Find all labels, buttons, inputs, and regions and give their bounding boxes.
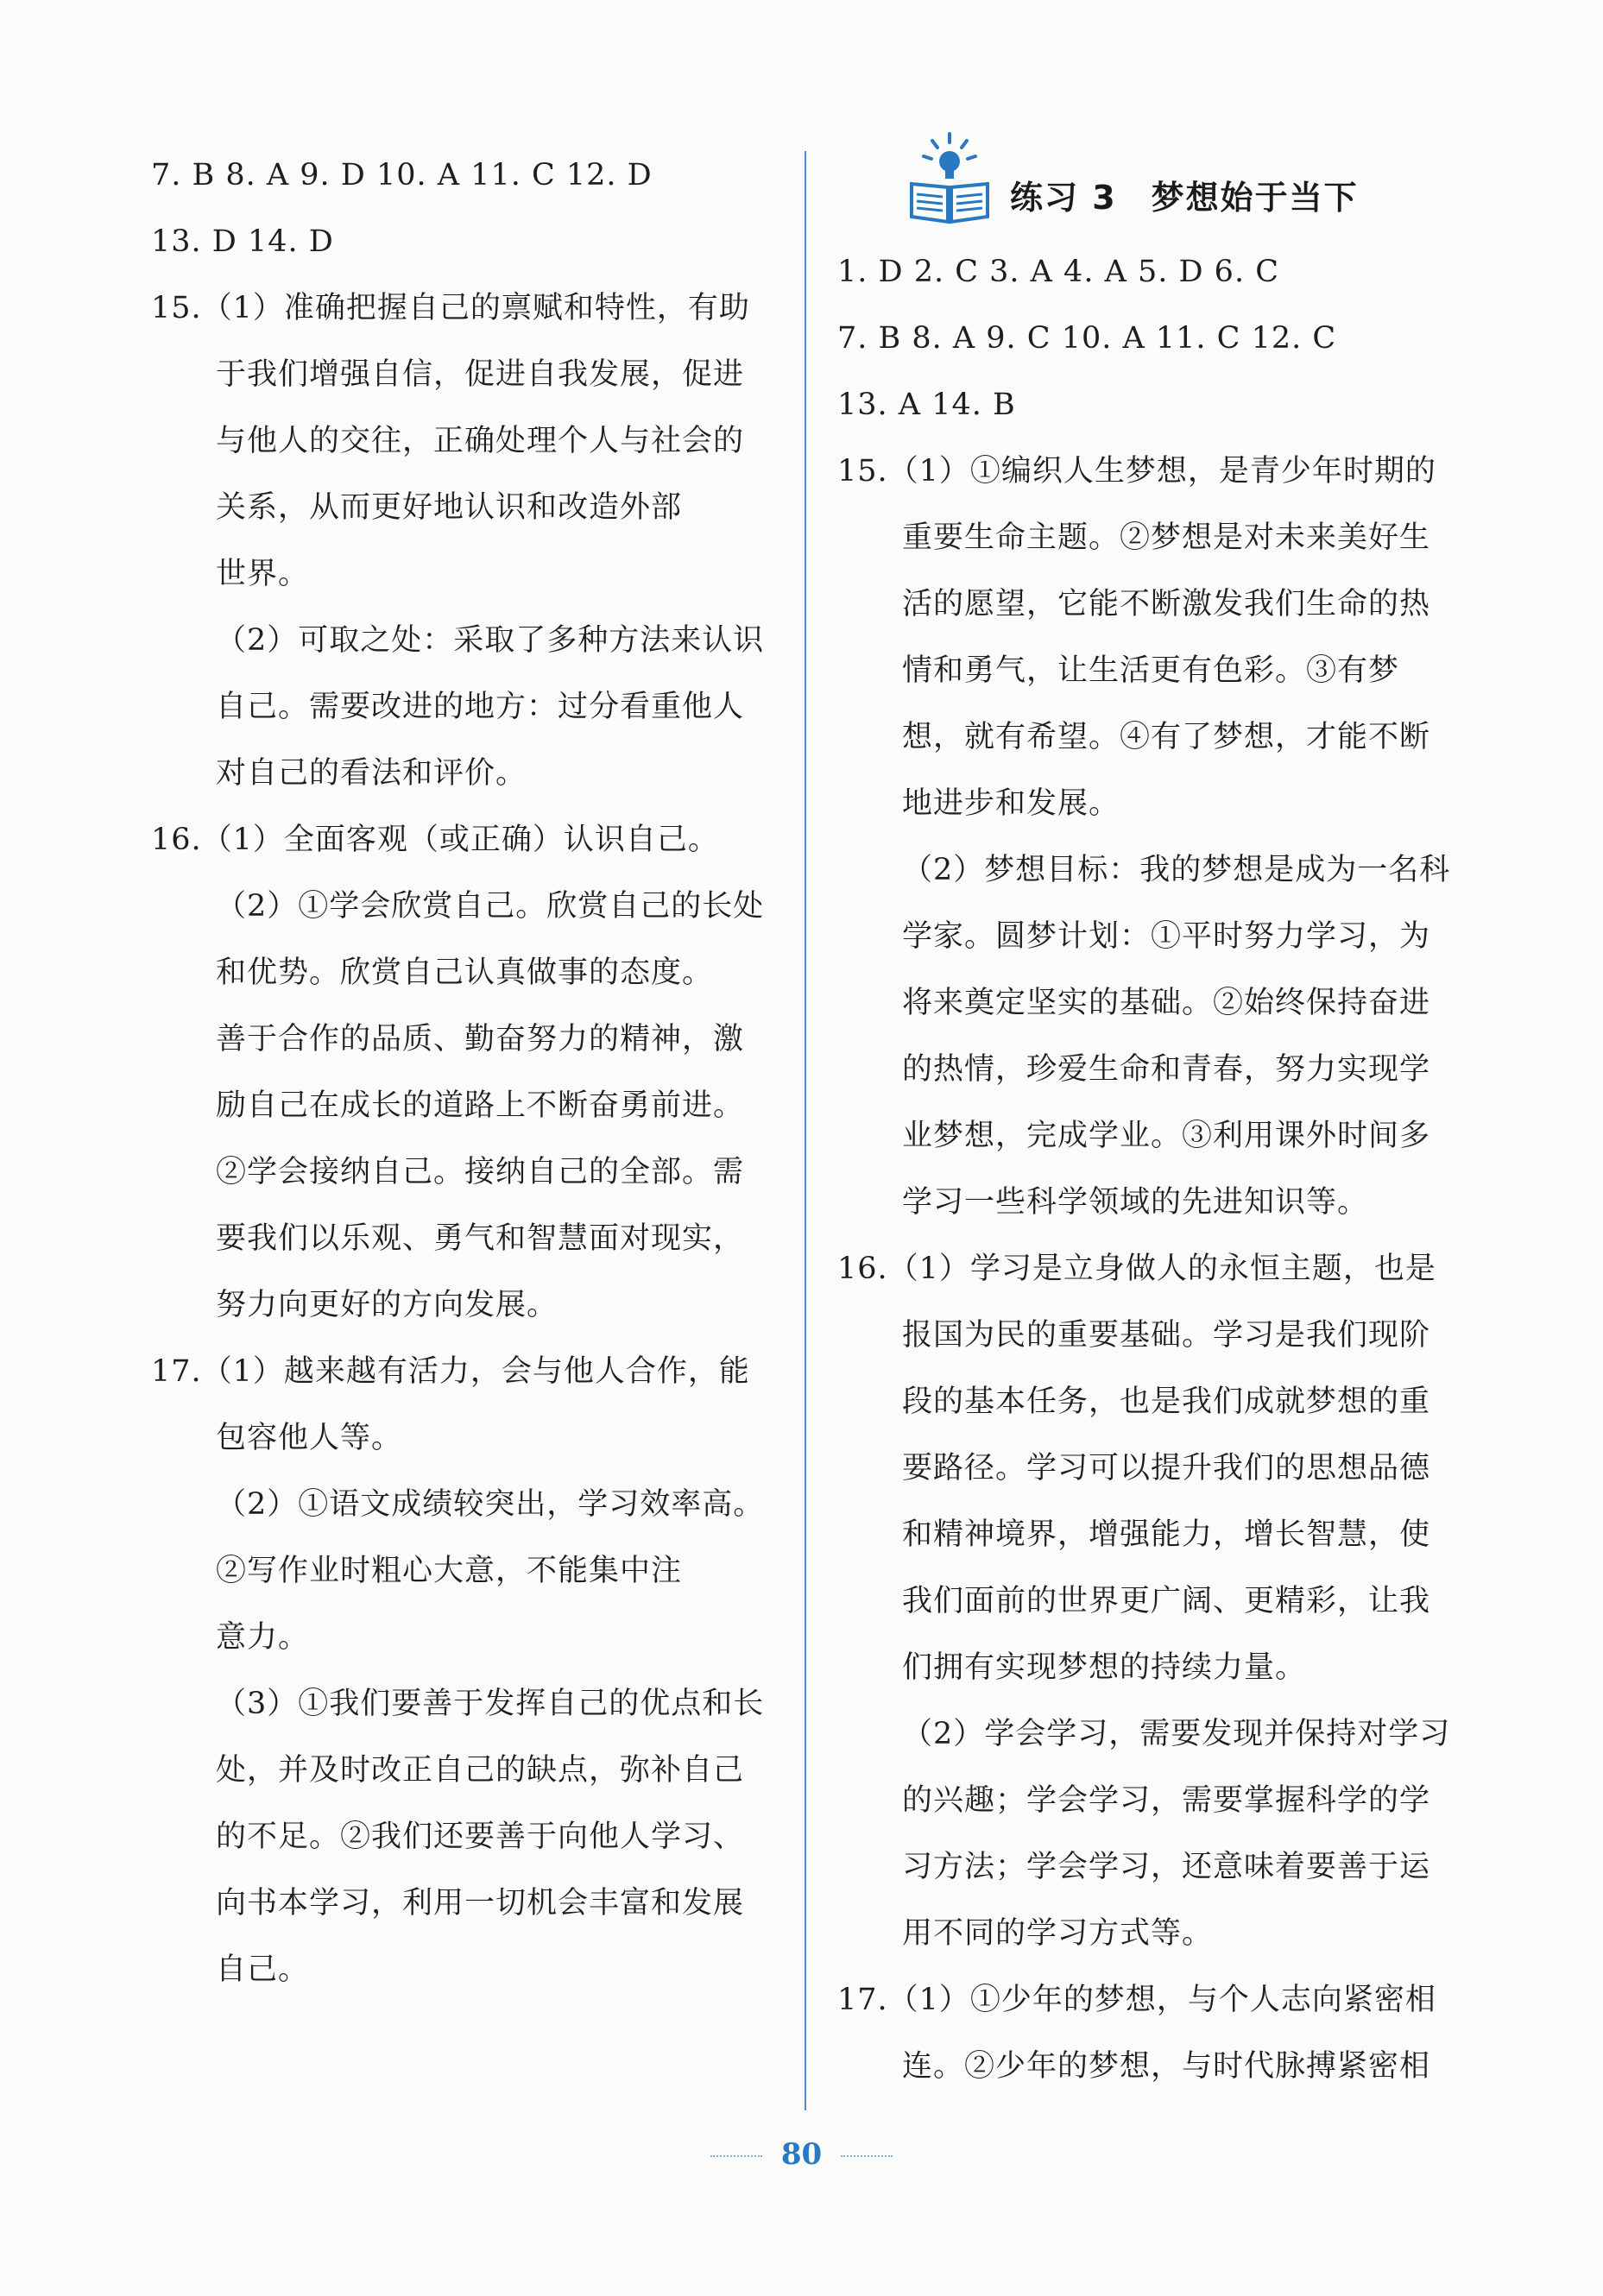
text-line: 学习一些科学领域的先进知识等。 [902,1185,1369,1220]
left-column [151,142,790,2003]
text-line: 和精神境界，增强能力，增长智慧，使 [902,1517,1431,1552]
text-line: ②学会接纳自己。接纳自己的全部。需 [216,1155,745,1189]
text-line: （2）可取之处：采取了多种方法来认识 [216,623,765,658]
text-line: 地进步和发展。 [902,786,1120,821]
text-line: 努力向更好的方向发展。 [216,1288,559,1322]
page-number: 80 [780,2137,823,2172]
text-line: 的兴趣；学会学习，需要掌握科学的学 [902,1783,1431,1818]
text-line: 自己。 [216,1952,310,1987]
text-line: 要我们以乐观、勇气和智慧面对现实， [216,1221,745,1256]
text-line: （2）①语文成绩较突出，学习效率高。 [216,1487,765,1522]
text-line: 自己。需要改进的地方：过分看重他人 [216,690,745,724]
text-line: 重要生命主题。②梦想是对未来美好生 [902,520,1431,555]
text-line: 13. A 14. B [837,388,1016,422]
text-line: 于我们增强自信，促进自我发展，促进 [216,357,745,392]
text-line: 励自己在成长的道路上不断奋勇前进。 [216,1088,745,1123]
text-line: 们拥有实现梦想的持续力量。 [902,1650,1307,1685]
section-heading [837,132,1476,236]
text-line: 善于合作的品质、勤奋努力的精神，激 [216,1022,745,1057]
section-title [1010,171,1359,218]
text-line: 与他人的交往，正确处理个人与社会的 [216,424,745,458]
text-line: 段的基本任务，也是我们成就梦想的重 [902,1385,1431,1419]
text-line: （2）梦想目标：我的梦想是成为一名科 [902,853,1451,887]
text-line: 的热情，珍爱生命和青春，努力实现学 [902,1052,1431,1087]
text-line: 关系，从而更好地认识和改造外部 [216,490,683,525]
right-lines [837,239,1476,2100]
text-line: 用不同的学习方式等。 [902,1916,1214,1951]
text-line: 我们面前的世界更广阔、更精彩，让我 [902,1584,1431,1618]
text-line: 15.（1）①编织人生梦想，是青少年时期的 [837,454,1436,489]
section-title-text: 梦想始于当下 [1151,179,1359,217]
text-line: 1. D 2. C 3. A 4. A 5. D 6. C [837,255,1279,289]
text-line: 情和勇气，让生活更有色彩。③有梦 [902,653,1400,688]
book-lightbulb-icon [906,132,993,227]
text-line: 16.（1）全面客观（或正确）认识自己。 [151,823,719,857]
text-line: 习方法；学会学习，还意味着要善于运 [902,1850,1431,1884]
page-footer [0,2137,1603,2172]
text-line: （2）①学会欣赏自己。欣赏自己的长处 [216,889,765,924]
text-line: 要路径。学习可以提升我们的思想品德 [902,1451,1431,1485]
text-line: （3）①我们要善于发挥自己的优点和长 [216,1687,765,1721]
text-line: 17.（1）①少年的梦想，与个人志向紧密相 [837,1983,1436,2017]
text-line: 处，并及时改正自己的缺点，弥补自己 [216,1753,745,1788]
text-line: 报国为民的重要基础。学习是我们现阶 [902,1318,1431,1353]
text-line: 17.（1）越来越有活力，会与他人合作，能 [151,1354,750,1389]
text-line: （2）学会学习，需要发现并保持对学习 [902,1717,1451,1751]
text-line: 想，就有希望。④有了梦想，才能不断 [902,720,1431,754]
text-line: 13. D 14. D [151,224,334,259]
text-line: 16.（1）学习是立身做人的永恒主题，也是 [837,1252,1436,1286]
footer-dots-right [841,2155,893,2157]
text-line: 连。②少年的梦想，与时代脉搏紧密相 [902,2049,1431,2084]
text-line: 的不足。②我们还要善于向他人学习、 [216,1820,745,1854]
text-line: 世界。 [216,557,310,591]
text-line: 活的愿望，它能不断激发我们生命的热 [902,587,1431,621]
text-line: 7. B 8. A 9. D 10. A 11. C 12. D [151,158,653,192]
footer-dots-left [710,2155,762,2157]
column-divider [805,151,806,2110]
text-line: 将来奠定坚实的基础。②始终保持奋进 [902,986,1431,1020]
text-line: 15.（1）准确把握自己的禀赋和特性，有助 [151,291,750,325]
text-line: ②写作业时粗心大意，不能集中注 [216,1554,683,1588]
text-line: 和优势。欣赏自己认真做事的态度。 [216,956,714,990]
text-line: 对自己的看法和评价。 [216,756,527,791]
text-line: 业梦想，完成学业。③利用课外时间多 [902,1119,1431,1153]
text-line: 向书本学习，利用一切机会丰富和发展 [216,1886,745,1921]
section-label: 练习 3 [1010,179,1117,217]
text-line: 学家。圆梦计划：①平时努力学习，为 [902,919,1431,954]
text-line: 7. B 8. A 9. C 10. A 11. C 12. C [837,321,1337,356]
text-line: 包容他人等。 [216,1421,403,1455]
right-column [837,142,1476,2100]
text-line: 意力。 [216,1620,310,1655]
